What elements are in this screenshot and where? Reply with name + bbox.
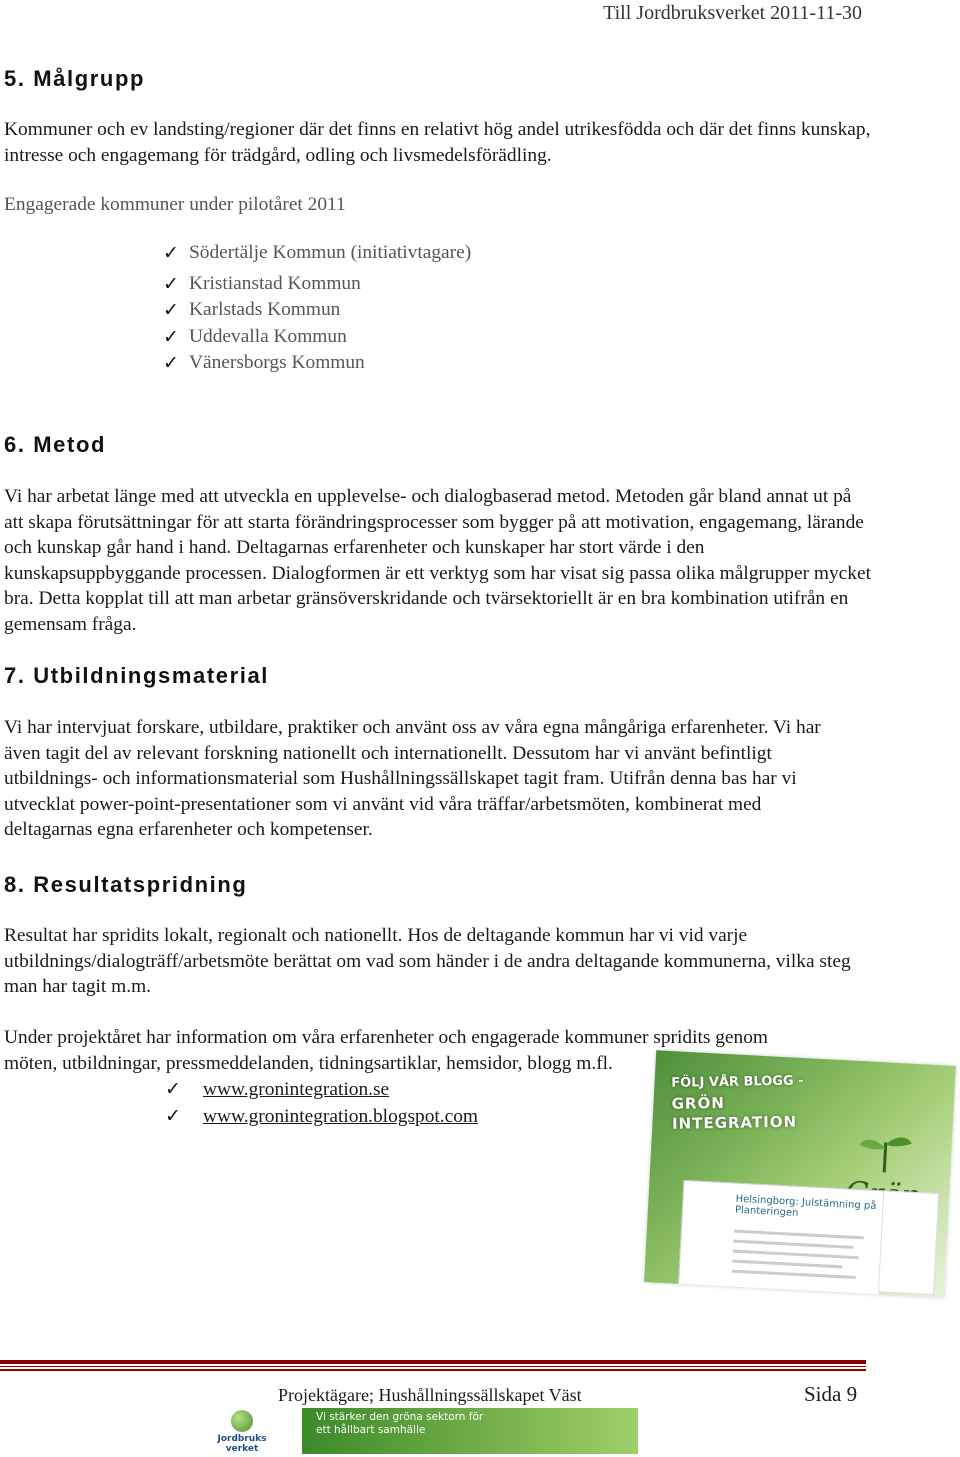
kommuner-subheading: Engagerade kommuner under pilotåret 2011 xyxy=(4,194,346,215)
footer-rule xyxy=(0,1366,866,1367)
list-item: ✓ Karlstads Kommun xyxy=(163,297,471,324)
blog-banner: FÖLJ VÅR BLOGG - GRÖN INTEGRATION xyxy=(671,1073,804,1133)
footer-banner: Vi stärker den gröna sektorn för ett hållbart samhälle xyxy=(302,1408,638,1454)
globe-icon xyxy=(231,1410,253,1432)
utbildningsmaterial-paragraph: Vi har intervjuat forskare, utbildare, praktiker och använt oss av våra egna mångåriga erfarenheter. Vi har även tagit del av relevant forskning nationellt och internationellt. Dessutom har vi använt befintligt utbildnings- och informationsmaterial som Hushållningssällskapet tagit fram. Utifrån denna bas har vi utvecklat power-point-presentationer som vi använt vid våra träffar/arbetsmöten, kombinerat med deltagarnas egna erfarenheter och kompetenser. xyxy=(4,717,821,841)
section-heading-malgrupp: 5. Målgrupp xyxy=(4,66,146,91)
section-heading-resultatspridning: 8. Resultatspridning xyxy=(4,872,248,897)
footer-rule xyxy=(0,1360,866,1364)
check-icon: ✓ xyxy=(163,325,179,348)
list-item xyxy=(165,1103,478,1130)
resultatspridning-paragraph: Resultat har spridits lokalt, regionalt och nationellt. Hos de deltagande kommun har vi vid varje utbildnings/dialogträff/arbetsmöte berättat om vad som händer i de andra deltagande kommunerna, vilka steg man har tagit m.m. xyxy=(4,925,851,998)
check-icon: ✓ xyxy=(163,299,179,321)
blog-sidebar-preview xyxy=(878,1190,939,1295)
kommuner-list xyxy=(163,240,471,377)
malgrupp-paragraph: Kommuner och ev landsting/regioner där det finns en relativt hög andel utrikesfödda och där det finns kunskap, intresse och engagemang för trädgård, odling och livsmedelsförädling. xyxy=(4,119,871,166)
blog-promo-image xyxy=(644,1050,956,1297)
link-gronintegration[interactable]: www.gronintegration.se xyxy=(203,1079,390,1100)
sprout-icon xyxy=(854,1131,916,1174)
list-item xyxy=(165,1076,478,1103)
list-item: ✓ Uddevalla Kommun xyxy=(163,324,471,351)
check-icon: ✓ xyxy=(165,1078,181,1100)
check-icon: ✓ xyxy=(165,1105,181,1127)
metod-paragraph: Vi har arbetat länge med att utveckla en upplevelse- och dialogbaserad metod. Metoden går bland annat ut på att skapa förutsättningar för att starta förändringsprocesser som bygger på att motivation, engagemang, lärande och kunskap går hand i hand. Deltagarnas erfarenheter och kunskaper har stort värde i den kunskapsuppbyggande processen. Dialogformen är ett verktyg som har visat sig passa olika målgrupper mycket bra. Detta kopplat till att man arbetar gränsöverskridande och tvärsektoriellt är en bra kombination utifrån en gemensam fråga. xyxy=(4,486,871,635)
links-list xyxy=(165,1076,478,1130)
link-gronintegration-blog[interactable]: www.gronintegration.blogspot.com xyxy=(203,1106,479,1127)
footer-project-owner: Projektägare; Hushållningssällskapet Väst xyxy=(278,1385,582,1405)
footer-rule xyxy=(0,1369,866,1371)
jordbruksverket-logo: Jordbruks verket xyxy=(212,1410,272,1454)
check-icon: ✓ xyxy=(163,272,179,295)
page-number: Sida 9 xyxy=(804,1382,858,1406)
blog-page-preview: Helsingborg: Julstämning på Planteringen xyxy=(678,1180,885,1298)
section-heading-utbildningsmaterial: 7. Utbildningsmaterial xyxy=(4,663,270,688)
check-icon: ✓ xyxy=(163,352,179,374)
list-item: ✓ Kristianstad Kommun xyxy=(163,271,471,298)
section-heading-metod: 6. Metod xyxy=(4,432,107,457)
header-date: Till Jordbruksverket 2011-11-30 xyxy=(603,2,862,24)
check-icon: ✓ xyxy=(163,242,179,264)
list-item: ✓ Vänersborgs Kommun xyxy=(163,350,471,377)
information-paragraph: Under projektåret har information om våra erfarenheter och engagerade kommuner spridits genom möten, utbildningar, pressmeddelanden, tidningsartiklar, hemsidor, blogg m.fl. xyxy=(4,1027,769,1074)
list-item: ✓ Södertälje Kommun (initiativtagare) xyxy=(163,240,471,267)
